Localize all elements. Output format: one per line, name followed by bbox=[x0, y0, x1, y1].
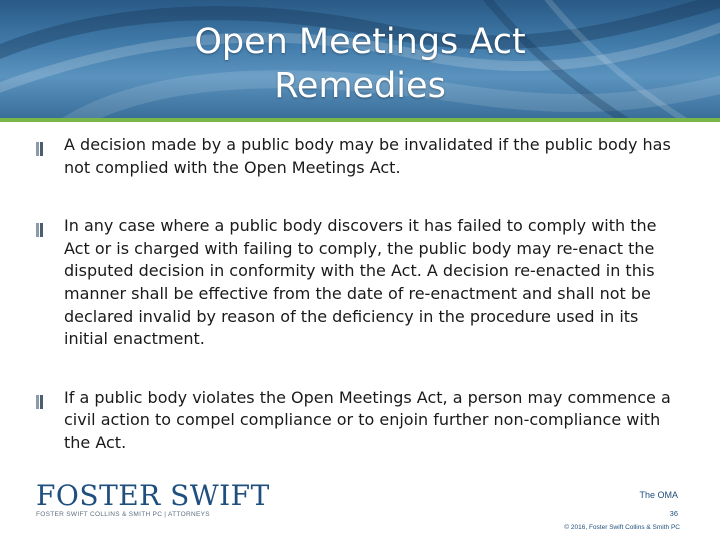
header-banner bbox=[0, 0, 720, 118]
bullet-marker-icon bbox=[36, 223, 44, 237]
bullet-text: In any case where a public body discovers it has failed to comply with the Act or is charged with failing to comply, the public body may re-enact the disputed decision in conformity with the Act. A decision re-enacted in this manner shall be effective from the date of re-enactment and shall not be declared invalid by reason of the deficiency in the procedure used in its initial enactment. bbox=[64, 216, 657, 349]
header-divider bbox=[0, 118, 720, 122]
foster-swift-logo bbox=[36, 479, 270, 518]
bullet-text: If a public body violates the Open Meetings Act, a person may commence a civil action to compel compliance or to enjoin further non-compliance with the Act. bbox=[64, 387, 671, 452]
bullet-marker-icon bbox=[36, 142, 44, 156]
bullet-item bbox=[36, 134, 686, 179]
bullet-item bbox=[36, 215, 686, 351]
bullet-item bbox=[36, 387, 686, 455]
page-number: 36 bbox=[669, 509, 678, 518]
copyright-notice: © 2016, Foster Swift Collins & Smith PC bbox=[564, 524, 680, 531]
bullet-text: A decision made by a public body may be invalidated if the public body has not complied with the Open Meetings Act. bbox=[64, 135, 671, 177]
footer-section-label: The OMA bbox=[639, 490, 678, 500]
slide-title: Open Meetings Act Remedies bbox=[194, 22, 526, 106]
logo-wordmark: FOSTER SWIFT bbox=[36, 479, 270, 512]
logo-subtext: FOSTER SWIFT COLLINS & SMITH PC | ATTORNEYS bbox=[36, 511, 210, 518]
bullet-marker-icon bbox=[36, 395, 44, 409]
bullet-list bbox=[36, 130, 686, 455]
